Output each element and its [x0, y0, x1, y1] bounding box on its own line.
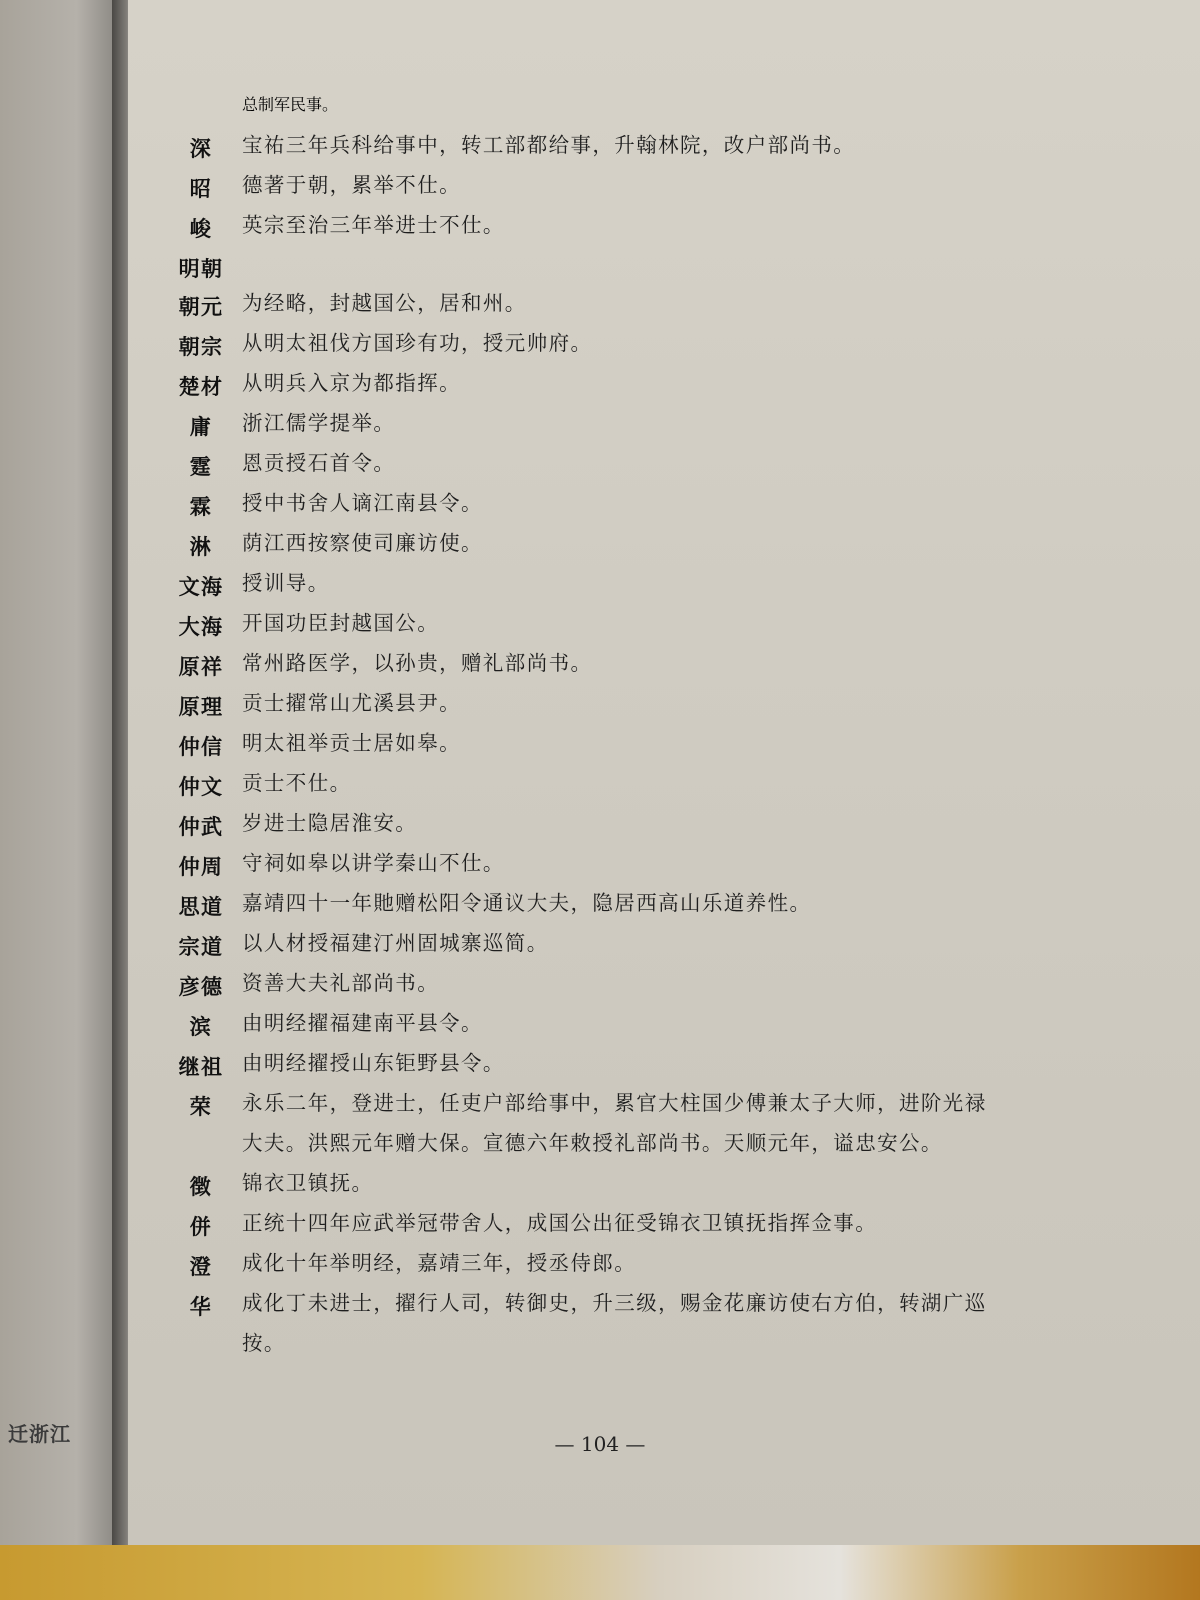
entry-name: 朝宗: [178, 335, 224, 359]
page-number: — 104 —: [554, 1432, 646, 1456]
genealogy-entry: [160, 403, 1120, 443]
genealogy-entry: [160, 803, 1120, 843]
entry-text: [242, 165, 1120, 205]
entry-text-line: 从明兵入京为都指挥。: [242, 371, 461, 395]
entry-text-line: 明太祖举贡士居如皋。: [242, 731, 461, 755]
entry-name: 峻: [189, 217, 213, 241]
entry-text-line: 守祠如皋以讲学秦山不仕。: [242, 851, 505, 875]
entry-name: 仲文: [178, 775, 224, 799]
genealogy-entry: [160, 763, 1120, 803]
entry-name: 霖: [189, 495, 213, 519]
entry-text: [242, 1083, 1120, 1163]
intro-line: 总制军民事。: [242, 95, 339, 114]
entry-name: 思道: [178, 895, 224, 919]
genealogy-entry: [160, 1083, 1120, 1163]
entry-text: [242, 763, 1120, 803]
entry-text-line: 从明太祖伐方国珍有功，授元帅府。: [242, 331, 593, 355]
entry-text: [242, 403, 1120, 443]
genealogy-entry: [160, 323, 1120, 363]
entry-text: [242, 1203, 1120, 1243]
genealogy-entry: [160, 1203, 1120, 1243]
genealogy-entry: [160, 723, 1120, 763]
entry-text-line: 恩贡授石首令。: [242, 451, 396, 475]
entry-text: [242, 1243, 1120, 1283]
entry-text-line: 以人材授福建汀州固城寨巡简。: [242, 931, 549, 955]
genealogy-entry: [160, 563, 1120, 603]
entry-text-line: 德著于朝，累举不仕。: [242, 173, 461, 197]
entry-text: [242, 1043, 1120, 1083]
entry-text: [242, 1283, 1120, 1363]
entry-name: 昭: [189, 177, 213, 201]
entry-text-line: 开国功臣封越国公。: [242, 611, 440, 635]
page-content: [160, 85, 1120, 1363]
entry-name: 仲周: [178, 855, 224, 879]
entry-text: [242, 563, 1120, 603]
entry-text: [242, 483, 1120, 523]
entry-list: [160, 125, 1120, 1363]
entry-text-line: 授中书舍人谪江南县令。: [242, 491, 483, 515]
entry-text: [242, 643, 1120, 683]
entry-text-line: 浙江儒学提举。: [242, 411, 396, 435]
genealogy-entry: [160, 523, 1120, 563]
entry-text-line: 贡士不仕。: [242, 771, 352, 795]
entry-name: 文海: [178, 575, 224, 599]
entry-text-line: 成化十年举明经，嘉靖三年，授丞侍郎。: [242, 1251, 637, 1275]
entry-name: 原祥: [178, 655, 224, 679]
entry-name: 淋: [189, 535, 213, 559]
entry-text-line: 成化丁未进士，擢行人司，转御史，升三级，赐金花廉访使右方伯，转湖广巡: [242, 1291, 987, 1315]
entry-text: [242, 443, 1120, 483]
entry-text-continuation: 大夫。洪熙元年赠大保。宣德六年敕授礼部尚书。天顺元年，谥忠安公。: [242, 1131, 943, 1155]
entry-text: [242, 323, 1120, 363]
entry-text-line: 英宗至治三年举进士不仕。: [242, 213, 505, 237]
entry-name: 华: [189, 1295, 213, 1319]
entry-name: 大海: [178, 615, 224, 639]
entry-text-line: 岁进士隐居淮安。: [242, 811, 418, 835]
genealogy-entry: [160, 643, 1120, 683]
entry-text-line: 锦衣卫镇抚。: [242, 1171, 374, 1195]
entry-text-line: 宝祐三年兵科给事中，转工部都给事，升翰林院，改户部尚书。: [242, 133, 856, 157]
entry-name: 併: [189, 1215, 213, 1239]
entry-text-line: 由明经擢福建南平县令。: [242, 1011, 483, 1035]
genealogy-entry: [160, 883, 1120, 923]
entry-text-line: 正统十四年应武举冠带舍人，成国公出征受锦衣卫镇抚指挥佥事。: [242, 1211, 878, 1235]
entry-text-continuation: 按。: [242, 1331, 286, 1355]
entry-name: 庸: [189, 415, 213, 439]
left-page: [0, 0, 128, 1600]
genealogy-entry: [160, 363, 1120, 403]
entry-name: 徴: [189, 1175, 213, 1199]
entry-text: [242, 683, 1120, 723]
genealogy-entry: [160, 125, 1120, 165]
entry-name: 荣: [189, 1095, 213, 1119]
entry-name: 彦德: [178, 975, 224, 999]
entry-name: 仲信: [178, 735, 224, 759]
entry-name: 深: [189, 137, 213, 161]
genealogy-entry: [160, 963, 1120, 1003]
entry-name: 滨: [189, 1015, 213, 1039]
entry-text: [242, 923, 1120, 963]
entry-text-line: 授训导。: [242, 571, 330, 595]
entry-name: 澄: [189, 1255, 213, 1279]
genealogy-entry: [160, 283, 1120, 323]
entry-text: [242, 1003, 1120, 1043]
entry-text-line: 资善大夫礼部尚书。: [242, 971, 440, 995]
genealogy-entry: [160, 205, 1120, 245]
entry-text-line: 嘉靖四十一年貤赠松阳令通议大夫，隐居西高山乐道养性。: [242, 891, 812, 915]
genealogy-entry: [160, 1163, 1120, 1203]
entry-text-line: 永乐二年，登进士，任吏户部给事中，累官大柱国少傅兼太子大师，进阶光禄: [242, 1091, 987, 1115]
entry-text: [242, 603, 1120, 643]
genealogy-entry: [160, 1043, 1120, 1083]
entry-name: 宗道: [178, 935, 224, 959]
entry-text: [242, 883, 1120, 923]
entry-text-line: 常州路医学，以孙贵，赠礼部尚书。: [242, 651, 593, 675]
genealogy-entry: [160, 1003, 1120, 1043]
entry-name: 继祖: [178, 1055, 224, 1079]
entry-text: [242, 283, 1120, 323]
desk-background: [0, 1545, 1200, 1600]
entry-name: 原理: [178, 695, 224, 719]
entry-name: 朝元: [178, 295, 224, 319]
entry-text: [242, 1163, 1120, 1203]
genealogy-entry: [160, 603, 1120, 643]
genealogy-entry: [160, 165, 1120, 205]
entry-text: [242, 205, 1120, 245]
genealogy-entry: [160, 683, 1120, 723]
entry-text-line: 荫江西按察使司廉访使。: [242, 531, 483, 555]
entry-text-line: 由明经擢授山东钜野县令。: [242, 1051, 505, 1075]
genealogy-entry: [160, 483, 1120, 523]
entry-name: 楚材: [178, 375, 224, 399]
entry-text: [242, 843, 1120, 883]
genealogy-entry: [160, 1283, 1120, 1363]
entry-name: 霆: [189, 455, 213, 479]
genealogy-entry: [160, 843, 1120, 883]
entry-text: [242, 723, 1120, 763]
entry-text-line: 为经略，封越国公，居和州。: [242, 291, 527, 315]
genealogy-entry: [160, 443, 1120, 483]
entry-text: [242, 963, 1120, 1003]
genealogy-entry: [160, 923, 1120, 963]
genealogy-entry: [160, 1243, 1120, 1283]
entry-text: [242, 363, 1120, 403]
entry-text: [242, 523, 1120, 563]
left-page-footer: 迁浙江: [8, 1422, 71, 1446]
entry-text-line: 贡士擢常山尤溪县尹。: [242, 691, 461, 715]
entry-text: [242, 125, 1120, 165]
genealogy-entry: [160, 245, 1120, 283]
entry-name: 仲武: [178, 815, 224, 839]
entry-text: [242, 803, 1120, 843]
entry-name: 明朝: [178, 257, 224, 281]
